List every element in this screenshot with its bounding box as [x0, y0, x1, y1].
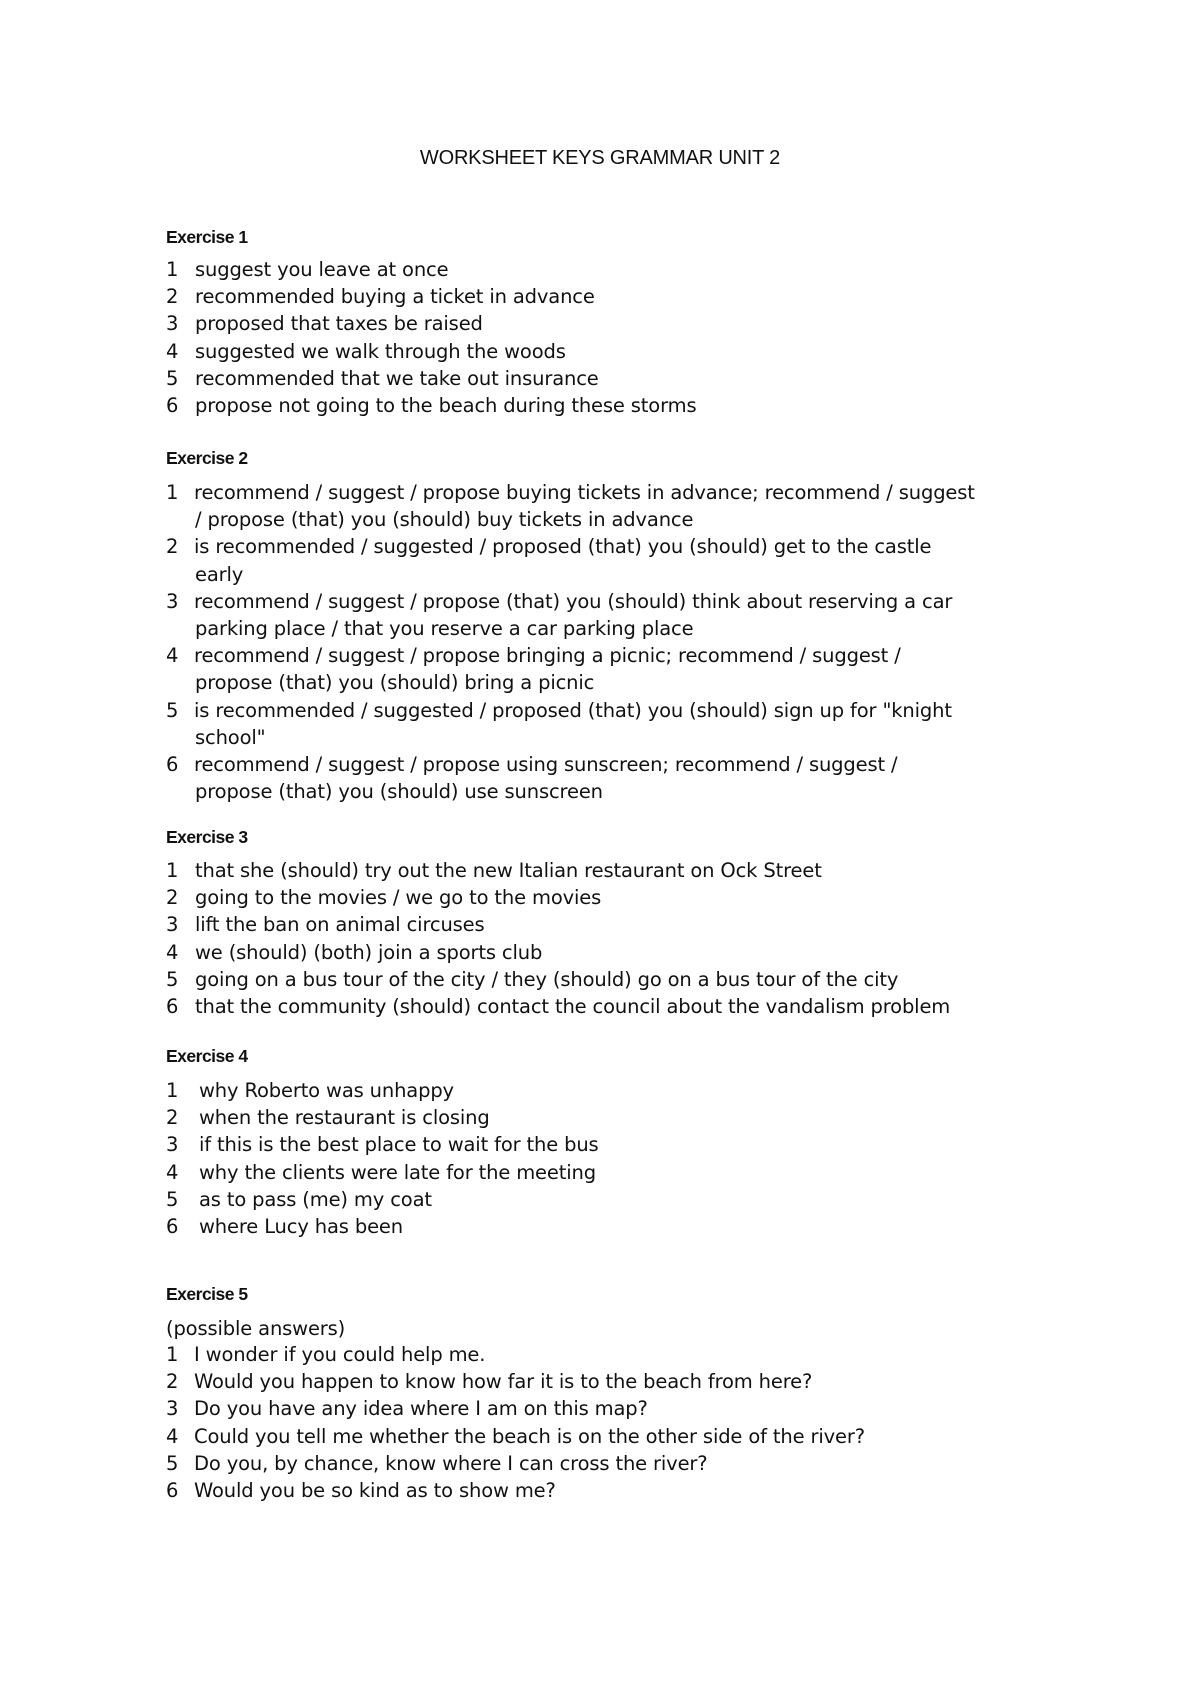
- answer-number: 5: [166, 366, 179, 390]
- answer-text: recommend / suggest / propose buying tickets in advance; recommend / suggest: [194, 481, 975, 504]
- answer-text: recommended that we take out insurance: [195, 366, 599, 390]
- answer-text: Do you have any idea where I am on this map?: [194, 1397, 648, 1421]
- answer-number: 3: [166, 1397, 179, 1421]
- answer-number: 6: [166, 394, 179, 417]
- answer-text: proposed that taxes be raised: [195, 312, 483, 336]
- answer-number: 5: [166, 698, 179, 722]
- answer-text: is recommended / suggested / proposed (that) you (should) get to the castle: [194, 535, 932, 559]
- answer-text: where Lucy has been: [199, 1215, 403, 1238]
- answer-number: 2: [166, 886, 179, 910]
- answer-text: / propose (that) you (should) buy tickets in advance: [195, 508, 694, 532]
- answer-number: 5: [166, 1187, 179, 1211]
- answer-text: school": [195, 725, 266, 749]
- answer-text: when the restaurant is closing: [199, 1106, 490, 1130]
- answer-number: 6: [166, 995, 179, 1018]
- answer-number: 1: [166, 1343, 179, 1366]
- answer-text: parking place / that you reserve a car parking place: [195, 617, 694, 640]
- exercise-heading: Exercise 3: [166, 827, 248, 847]
- answer-text: as to pass (me) my coat: [199, 1187, 432, 1211]
- answer-number: 6: [166, 1479, 179, 1502]
- answer-number: 1: [166, 481, 179, 504]
- answer-number: 4: [166, 940, 179, 964]
- answer-text: recommend / suggest / propose bringing a picnic; recommend / suggest /: [194, 644, 901, 668]
- answer-text: suggest you leave at once: [195, 258, 449, 281]
- answer-number: 6: [166, 1215, 179, 1238]
- answer-text: going on a bus tour of the city / they (should) go on a bus tour of the city: [195, 967, 899, 991]
- answer-number: 1: [166, 258, 179, 281]
- exercise-note: (possible answers): [166, 1317, 346, 1340]
- answer-number: 3: [166, 312, 179, 336]
- answer-text: Could you tell me whether the beach is on the other side of the river?: [194, 1424, 865, 1448]
- exercise-heading: Exercise 4: [166, 1046, 248, 1066]
- answer-number: 2: [166, 1106, 179, 1130]
- exercise-heading: Exercise 1: [166, 227, 248, 247]
- answer-text: if this is the best place to wait for the bus: [199, 1133, 599, 1157]
- answer-text: lift the ban on animal circuses: [195, 913, 485, 937]
- answer-text: Would you happen to know how far it is to the beach from here?: [194, 1370, 813, 1394]
- answer-text: is recommended / suggested / proposed (that) you (should) sign up for "knight: [194, 698, 952, 722]
- answer-text: early: [195, 562, 244, 586]
- answer-text: Do you, by chance, know where I can cross the river?: [194, 1451, 708, 1475]
- answer-text: why Roberto was unhappy: [199, 1079, 454, 1102]
- answer-text: we (should) (both) join a sports club: [195, 940, 543, 964]
- answer-number: 4: [166, 1424, 179, 1448]
- answer-number: 3: [166, 913, 179, 937]
- exercise-heading: Exercise 5: [166, 1284, 248, 1304]
- answer-text: that she (should) try out the new Italian restaurant on Ock Street: [195, 859, 822, 882]
- answer-text: Would you be so kind as to show me?: [194, 1479, 556, 1502]
- answer-number: 4: [166, 1160, 179, 1184]
- answer-number: 2: [166, 285, 179, 309]
- answer-text: recommended buying a ticket in advance: [195, 285, 595, 309]
- answer-number: 1: [166, 859, 179, 882]
- answer-number: 5: [166, 1451, 179, 1475]
- answer-text: I wonder if you could help me.: [194, 1343, 486, 1366]
- answer-number: 6: [166, 753, 179, 776]
- answer-number: 4: [166, 644, 179, 668]
- answer-number: 4: [166, 339, 179, 363]
- answer-text: going to the movies / we go to the movies: [195, 886, 602, 910]
- answer-text: why the clients were late for the meeting: [199, 1160, 596, 1184]
- answer-text: propose (that) you (should) bring a picnic: [195, 671, 595, 695]
- page-title: WORKSHEET KEYS GRAMMAR UNIT 2: [419, 147, 781, 169]
- answer-number: 3: [166, 589, 179, 613]
- exercise-heading: Exercise 2: [166, 448, 248, 468]
- answer-number: 3: [166, 1133, 179, 1157]
- answer-text: propose (that) you (should) use sunscreen: [195, 780, 603, 804]
- answer-number: 2: [166, 1370, 179, 1394]
- answer-text: propose not going to the beach during these storms: [195, 394, 697, 417]
- answer-text: that the community (should) contact the council about the vandalism problem: [195, 995, 951, 1018]
- answer-text: recommend / suggest / propose (that) you (should) think about reserving a car: [194, 589, 953, 613]
- answer-number: 1: [166, 1079, 179, 1102]
- answer-number: 5: [166, 967, 179, 991]
- answer-text: recommend / suggest / propose using sunscreen; recommend / suggest /: [194, 753, 898, 776]
- answer-text: suggested we walk through the woods: [195, 339, 566, 363]
- answer-number: 2: [166, 535, 179, 559]
